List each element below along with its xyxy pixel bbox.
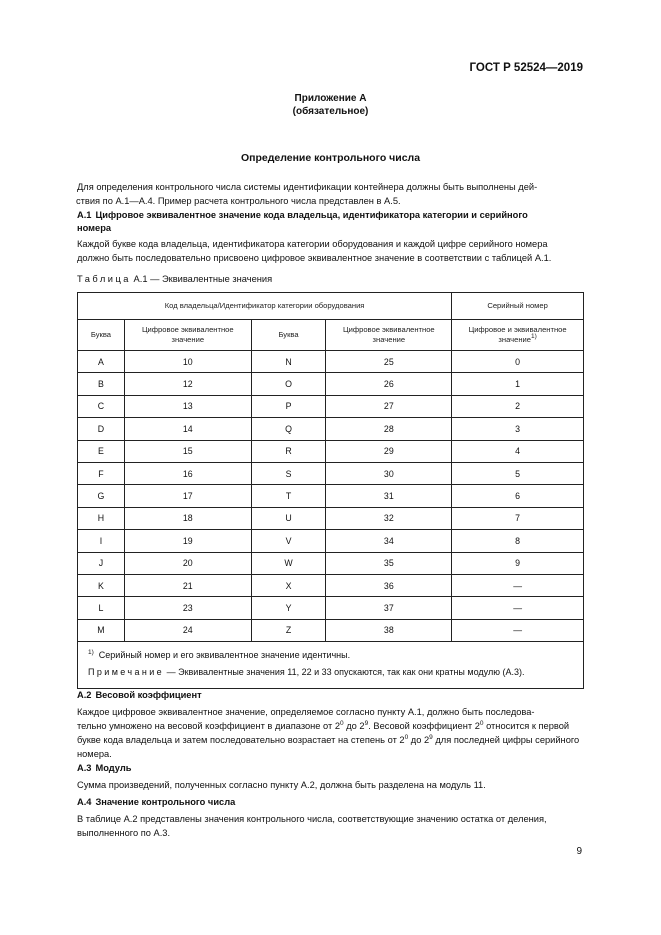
appendix-status: (обязательное) xyxy=(292,106,369,117)
cell-value-1: 19 xyxy=(124,530,251,552)
table-col-serial-value-label: Цифровое и эквивалентное значение xyxy=(468,325,567,344)
cell-letter-2: P xyxy=(251,395,326,417)
cell-value-1: 15 xyxy=(124,440,251,462)
section-a2-line-3-part-a: букве кода владельца и затем последовательно возрастает на степень от 2 xyxy=(77,735,405,745)
cell-letter-1: В xyxy=(78,373,125,395)
cell-serial-value: 0 xyxy=(452,351,584,373)
cell-letter-2: Q xyxy=(251,418,326,440)
cell-value-1: 20 xyxy=(124,552,251,574)
cell-value-2: 26 xyxy=(326,373,452,395)
section-a3-heading xyxy=(77,762,584,775)
cell-serial-value: 7 xyxy=(452,507,584,529)
table-row xyxy=(78,395,584,417)
cell-letter-2: Z xyxy=(251,619,326,641)
cell-value-1: 16 xyxy=(124,462,251,484)
section-a3-number: А.3 xyxy=(77,763,92,773)
section-a1-text-line-2: должно быть последовательно присвоено цифровое эквивалентное значение в соответствии с таблицей А.1. xyxy=(77,253,552,263)
section-a1-number: А.1 xyxy=(77,210,92,220)
section-a4-line-1: В таблице А.2 представлены значения контрольного числа, соответствующие значению остатка от деления, xyxy=(77,814,547,824)
intro-line-1: Для определения контрольного числа системы идентификации контейнера должны быть выполнены дей- xyxy=(77,182,538,192)
exponent-0: 0 xyxy=(340,720,344,727)
table-col-letter-1: Буква xyxy=(78,320,125,351)
table-row xyxy=(78,530,584,552)
cell-value-1: 24 xyxy=(124,619,251,641)
table-footnote-mark: 1) xyxy=(88,649,94,657)
section-a2-line-1: Каждое цифровое эквивалентное значение, определяемое согласно пункту А.1, должно быть последова- xyxy=(77,707,535,717)
cell-value-2: 35 xyxy=(326,552,452,574)
intro-paragraph xyxy=(77,180,584,208)
cell-value-2: 38 xyxy=(326,619,452,641)
cell-letter-1: E xyxy=(78,440,125,462)
table-caption-word: Таблица xyxy=(77,274,131,284)
cell-value-2: 37 xyxy=(326,597,452,619)
table-row xyxy=(78,462,584,484)
section-a4-number: А.4 xyxy=(77,797,92,807)
cell-letter-1: G xyxy=(78,485,125,507)
table-row xyxy=(78,351,584,373)
cell-serial-value: 8 xyxy=(452,530,584,552)
table-note-word: Примечание xyxy=(88,667,165,678)
section-a2-title: Весовой коэффициент xyxy=(95,690,202,700)
document-id: ГОСТ Р 52524—2019 xyxy=(469,62,583,74)
table-row xyxy=(78,418,584,440)
cell-letter-1: L xyxy=(78,597,125,619)
cell-letter-1: I xyxy=(78,530,125,552)
exponent-0: 0 xyxy=(404,734,409,741)
cell-letter-2: R xyxy=(251,440,326,462)
section-a2-line-3-part-c: для последней цифры серийного xyxy=(432,735,580,745)
table-col-letter-2: Буква xyxy=(251,320,326,351)
cell-value-1: 12 xyxy=(124,373,251,395)
section-a2-line-4: номера. xyxy=(77,749,112,759)
table-body xyxy=(78,351,584,642)
cell-letter-2: Y xyxy=(251,597,326,619)
exponent-9: 9 xyxy=(364,720,369,727)
cell-letter-1: H xyxy=(78,507,125,529)
section-a1-title-line-1: Цифровое эквивалентное значение кода владельца, идентификатора категории и серийного xyxy=(95,210,528,220)
cell-value-1: 10 xyxy=(124,351,251,373)
table-row xyxy=(78,507,584,529)
exponent-9: 9 xyxy=(429,734,433,741)
section-a2-line-2 xyxy=(77,719,584,733)
cell-letter-2: V xyxy=(251,530,326,552)
section-a2-line-2-part-c: . Весовой коэффициент 2 xyxy=(368,721,480,731)
cell-letter-2: W xyxy=(251,552,326,574)
cell-serial-value: 6 xyxy=(452,485,584,507)
cell-letter-1: С xyxy=(78,395,125,417)
cell-value-2: 31 xyxy=(326,485,452,507)
cell-letter-2: S xyxy=(251,462,326,484)
cell-letter-2: N xyxy=(251,351,326,373)
section-a1-text xyxy=(77,237,584,265)
cell-letter-1: F xyxy=(78,462,125,484)
table-caption xyxy=(77,274,272,284)
section-a1-heading xyxy=(77,209,584,235)
table-note xyxy=(88,664,573,681)
cell-serial-value: — xyxy=(452,619,584,641)
cell-letter-2: T xyxy=(251,485,326,507)
table-footnote xyxy=(88,647,573,664)
section-a2-line-2-part-a: тельно умножено на весовой коэффициент в диапазоне от 2 xyxy=(77,721,341,731)
cell-letter-2: U xyxy=(251,507,326,529)
cell-value-2: 29 xyxy=(326,440,452,462)
cell-serial-value: 9 xyxy=(452,552,584,574)
cell-letter-1: J xyxy=(78,552,125,574)
cell-serial-value: 3 xyxy=(452,418,584,440)
section-a2-number: А.2 xyxy=(77,690,92,700)
table-row xyxy=(78,552,584,574)
page-number: 9 xyxy=(576,846,582,857)
section-a1-text-line-1: Каждой букве кода владельца, идентификатора категории оборудования и каждой цифре серийного номера xyxy=(77,239,548,249)
cell-letter-1: M xyxy=(78,619,125,641)
section-a2-line-2-part-b: до 2 xyxy=(343,721,365,731)
section-a3-title: Модуль xyxy=(95,763,132,773)
table-row xyxy=(78,574,584,596)
section-a2-heading xyxy=(77,689,584,702)
cell-value-1: 13 xyxy=(124,395,251,417)
section-a3-text: Сумма произведений, полученных согласно пункту А.2, должна быть разделена на модуль 11. xyxy=(77,780,486,790)
exponent-0: 0 xyxy=(479,720,484,727)
cell-value-1: 21 xyxy=(124,574,251,596)
table-group-header-serial: Серийный номер xyxy=(452,293,584,320)
cell-serial-value: — xyxy=(452,574,584,596)
section-a2-line-3 xyxy=(77,733,584,747)
cell-letter-1: D xyxy=(78,418,125,440)
table-footnote-cell xyxy=(78,642,584,689)
cell-value-1: 18 xyxy=(124,507,251,529)
cell-value-1: 23 xyxy=(124,597,251,619)
cell-value-1: 14 xyxy=(124,418,251,440)
cell-value-1: 17 xyxy=(124,485,251,507)
cell-value-2: 32 xyxy=(326,507,452,529)
table-group-header-owner: Код владельца/Идентификатор категории оборудования xyxy=(78,293,452,320)
equivalent-values-table xyxy=(77,292,584,689)
section-a4-title: Значение контрольного числа xyxy=(95,797,236,807)
cell-value-2: 36 xyxy=(326,574,452,596)
table-note-text: — Эквивалентные значения 11, 22 и 33 опускаются, так как они кратны модулю (А.3). xyxy=(166,667,525,678)
main-heading: Определение контрольного числа xyxy=(240,152,421,164)
cell-serial-value: 1 xyxy=(452,373,584,395)
cell-letter-1: K xyxy=(78,574,125,596)
section-a2-line-3-part-b: до 2 xyxy=(408,735,430,745)
cell-serial-value: 5 xyxy=(452,462,584,484)
table-row xyxy=(78,373,584,395)
cell-value-2: 25 xyxy=(326,351,452,373)
cell-letter-2: O xyxy=(251,373,326,395)
intro-line-2: ствия по А.1—А.4. Пример расчета контрольного числа представлен в А.5. xyxy=(76,196,401,206)
table-col-value-1: Цифровое эквивалентное значение xyxy=(124,320,251,351)
cell-value-2: 30 xyxy=(326,462,452,484)
section-a4-heading xyxy=(77,796,584,809)
cell-letter-1: А xyxy=(78,351,125,373)
section-a1-title-line-2: номера xyxy=(77,223,112,233)
table-row xyxy=(78,440,584,462)
section-a4-text xyxy=(77,812,584,840)
table-col-value-2: Цифровое эквивалентное значение xyxy=(326,320,452,351)
cell-serial-value: 2 xyxy=(452,395,584,417)
cell-value-2: 34 xyxy=(326,530,452,552)
table-col-serial-footnote-mark: 1) xyxy=(531,333,537,340)
table-footnote-text: Серийный номер и его эквивалентное значение идентичны. xyxy=(98,650,351,661)
section-a4-line-2: выполненного по А.3. xyxy=(77,828,171,838)
table-row xyxy=(78,619,584,641)
table-caption-text: А.1 — Эквивалентные значения xyxy=(133,274,273,284)
table-col-serial-value xyxy=(452,320,584,351)
appendix-title: Приложение А xyxy=(294,93,367,104)
cell-letter-2: X xyxy=(251,574,326,596)
table-row xyxy=(78,597,584,619)
cell-serial-value: — xyxy=(452,597,584,619)
cell-value-2: 28 xyxy=(326,418,452,440)
cell-serial-value: 4 xyxy=(452,440,584,462)
section-a2-text xyxy=(77,705,584,761)
section-a2-line-2-part-d: относится к первой xyxy=(483,721,570,731)
table-row xyxy=(78,485,584,507)
cell-value-2: 27 xyxy=(326,395,452,417)
